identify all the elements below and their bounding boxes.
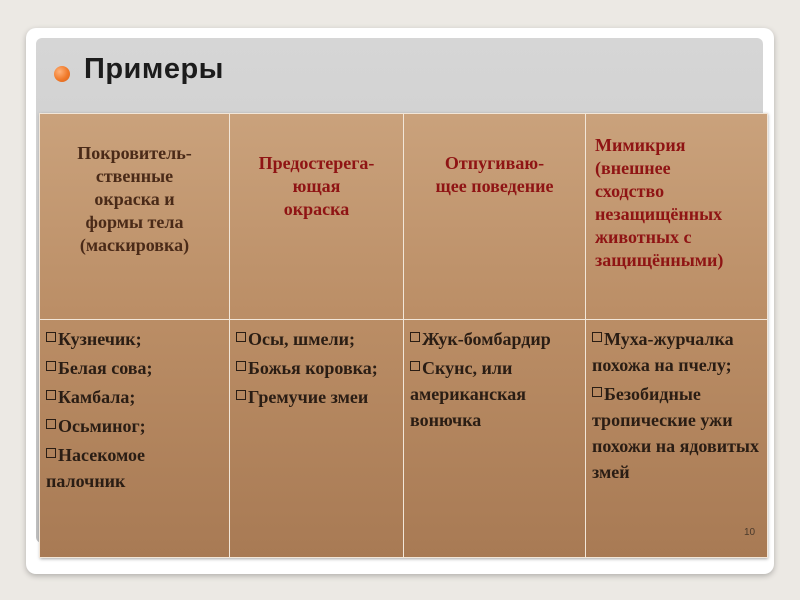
- checkbox-bullet-icon: [46, 361, 56, 371]
- header-line: Покровитель-: [77, 143, 192, 163]
- checkbox-bullet-icon: [236, 390, 246, 400]
- header-line: окраска: [283, 199, 350, 219]
- list-item: Белая сова;: [46, 355, 223, 381]
- header-line: Предостерега-: [258, 153, 375, 173]
- checkbox-bullet-icon: [236, 332, 246, 342]
- header-line: животных с: [595, 227, 692, 247]
- list-item: Жук-бомбардир: [410, 326, 579, 352]
- checkbox-bullet-icon: [592, 332, 602, 342]
- header-line: ственные: [95, 166, 174, 186]
- list-item: Гремучие змеи: [236, 384, 397, 410]
- checkbox-bullet-icon: [46, 419, 56, 429]
- header-line: (маскировка): [79, 235, 190, 255]
- checkbox-bullet-icon: [46, 390, 56, 400]
- checkbox-bullet-icon: [592, 387, 602, 397]
- header-cell-deterrent-behavior: [404, 114, 586, 320]
- header-line: защищёнными): [595, 250, 724, 270]
- examples-table: [39, 113, 767, 558]
- header-line: формы тела: [85, 212, 184, 232]
- body-cell-deterrent-behavior: [404, 320, 586, 558]
- header-line: сходство: [595, 181, 665, 201]
- list-item: Божья коровка;: [236, 355, 397, 381]
- body-cell-mimicry: [586, 320, 768, 558]
- header-cell-camouflage: [40, 114, 230, 320]
- checkbox-bullet-icon: [46, 448, 56, 458]
- header-line: окраска и: [94, 189, 175, 209]
- list-item: Осы, шмели;: [236, 326, 397, 352]
- table-header-row: [40, 114, 768, 320]
- slide-title: Примеры: [84, 53, 224, 85]
- header-cell-mimicry: [586, 114, 768, 320]
- header-line: (внешнее: [595, 158, 671, 178]
- header-line: ющая: [292, 176, 341, 196]
- header-line: Отпугиваю-: [444, 153, 545, 173]
- body-cell-camouflage: [40, 320, 230, 558]
- title-bullet-icon: [54, 66, 70, 82]
- list-item: Скунс, или американская вонючка: [410, 358, 526, 430]
- checkbox-bullet-icon: [236, 361, 246, 371]
- list-item: Осьминог;: [46, 413, 223, 439]
- list-item: Муха-журчалка похожа на пчелу;: [592, 329, 734, 375]
- header-line: незащищённых: [595, 204, 723, 224]
- checkbox-bullet-icon: [410, 332, 420, 342]
- table-body-row: [40, 320, 768, 558]
- header-cell-warning-coloration: [230, 114, 404, 320]
- header-line: Мимикрия: [595, 135, 686, 155]
- page-number: 10: [744, 527, 756, 538]
- list-item: Камбала;: [46, 384, 223, 410]
- body-cell-warning-coloration: [230, 320, 404, 558]
- examples-table-grid: [39, 113, 768, 558]
- list-item: Насекомое палочник: [46, 445, 146, 491]
- header-line: щее поведение: [435, 176, 554, 196]
- checkbox-bullet-icon: [46, 332, 56, 342]
- list-item: Кузнечик;: [46, 326, 223, 352]
- list-item: Безобидные тропические ужи похожи на ядовитых змей: [592, 384, 759, 482]
- checkbox-bullet-icon: [410, 361, 420, 371]
